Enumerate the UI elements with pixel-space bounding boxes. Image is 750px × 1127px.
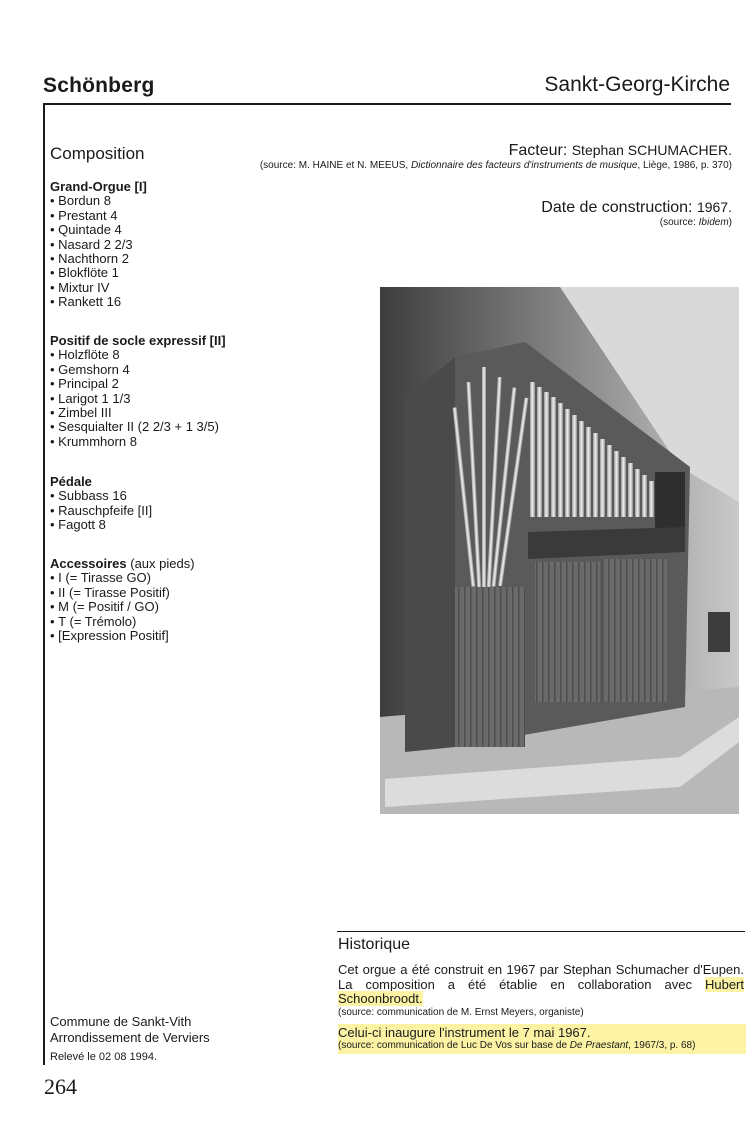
grand-orgue-section — [50, 180, 147, 310]
inauguration-source — [338, 1040, 746, 1051]
stop-item: • Krummhorn 8 — [50, 435, 226, 449]
accessory-item: • II (= Tirasse Positif) — [50, 586, 195, 600]
page-number: 264 — [44, 1074, 77, 1099]
historique-title: Historique — [338, 936, 411, 953]
stop-item: • Nasard 2 2/3 — [50, 238, 147, 252]
facteur-name: Stephan SCHUMACHER. — [571, 142, 732, 158]
accessoires-section — [50, 557, 195, 643]
facteur-source-suffix: , Liège, 1986, p. 370) — [637, 160, 732, 171]
stop-item: • Sesquialter II (2 2/3 + 1 3/5) — [50, 420, 226, 434]
pedale-section — [50, 475, 152, 533]
place-name: Schönberg — [43, 74, 155, 97]
stop-item: • Nachthorn 2 — [50, 252, 147, 266]
accessoires-heading — [50, 557, 195, 571]
historique-source-1: (source: communication de M. Ernst Meyers, organiste) — [338, 1007, 584, 1018]
church-name: Sankt-Georg-Kirche — [544, 73, 730, 96]
facteur-source-title: Dictionnaire des facteurs d'instruments de musique — [411, 160, 638, 171]
commune-name: Commune de Sankt-Vith — [50, 1014, 192, 1029]
inauguration-text: Celui-ci inaugure l'instrument le 7 mai 1967. — [338, 1025, 591, 1040]
stop-item: • Blokflöte 1 — [50, 266, 147, 280]
stop-item: • Principal 2 — [50, 377, 226, 391]
accessoires-note: (aux pieds) — [130, 556, 195, 571]
header-rule — [43, 103, 731, 105]
stop-item: • Gemshorn 4 — [50, 363, 226, 377]
stop-item: • Holzflöte 8 — [50, 348, 226, 362]
facteur-block — [260, 142, 732, 172]
date-source — [541, 217, 732, 229]
facteur-label: Facteur: — [508, 142, 568, 159]
console-door-left — [535, 562, 600, 702]
accessory-item: • I (= Tirasse GO) — [50, 571, 195, 585]
grand-orgue-stops — [50, 194, 147, 309]
inauguration-source-title: De Praestant — [569, 1040, 629, 1051]
organ-case-wood — [455, 587, 525, 747]
left-border-line — [43, 105, 45, 1065]
positif-section — [50, 334, 226, 449]
organ-case-side — [405, 357, 455, 752]
positif-stops — [50, 348, 226, 449]
grand-orgue-title: Grand-Orgue [I] — [50, 179, 147, 194]
historique-highlight: Hubert Schoonbroodt. — [338, 976, 744, 1006]
historique-rule — [337, 931, 745, 932]
stop-item: • Mixtur IV — [50, 281, 147, 295]
organ-photo — [380, 287, 739, 814]
console-door-right — [602, 559, 667, 702]
accessory-item: • M (= Positif / GO) — [50, 600, 195, 614]
stop-item: • Bordun 8 — [50, 194, 147, 208]
side-furniture — [708, 612, 730, 652]
facteur-source — [260, 160, 732, 172]
stop-item: • Subbass 16 — [50, 489, 152, 503]
stop-item: • Fagott 8 — [50, 518, 152, 532]
stop-item: • Larigot 1 1/3 — [50, 392, 226, 406]
inauguration-source-prefix: (source: communication de Luc De Vos sur base de — [338, 1040, 568, 1051]
accessory-item: • T (= Trémolo) — [50, 615, 195, 629]
composition-title: Composition — [50, 144, 145, 163]
date-source-suffix: ) — [728, 217, 732, 228]
stop-item: • Prestant 4 — [50, 209, 147, 223]
stop-item: • Rauschpfeife [II] — [50, 504, 152, 518]
stop-item: • Rankett 16 — [50, 295, 147, 309]
pedale-title: Pédale — [50, 474, 92, 489]
historique-text-start: Cet orgue a été construit en 1967 par Stephan Schumacher d'Eupen. La composition a été établie en collaboration avec — [338, 962, 744, 992]
releve-date: Relevé le 02 08 1994. — [50, 1051, 158, 1063]
accessory-item: • [Expression Positif] — [50, 629, 195, 643]
accessoires-list — [50, 571, 195, 643]
stop-item: • Quintade 4 — [50, 223, 147, 237]
pedale-stops — [50, 489, 152, 532]
date-source-ref: Ibidem — [698, 217, 729, 228]
accessoires-title: Accessoires — [50, 556, 127, 571]
date-source-prefix: (source: — [659, 217, 696, 228]
inauguration-source-suffix: , 1967/3, p. 68) — [628, 1040, 696, 1051]
positif-title: Positif de socle expressif [II] — [50, 333, 226, 348]
commune-block — [50, 1014, 210, 1046]
date-block — [541, 199, 732, 229]
date-value: 1967. — [696, 199, 732, 215]
historique-text — [338, 963, 744, 1007]
facteur-source-prefix: (source: M. HAINE et N. MEEUS, — [259, 160, 409, 171]
date-label: Date de construction: — [541, 199, 693, 216]
arrondissement-name: Arrondissement de Verviers — [50, 1030, 210, 1045]
inauguration-block — [338, 1024, 746, 1054]
stop-item: • Zimbel III — [50, 406, 226, 420]
